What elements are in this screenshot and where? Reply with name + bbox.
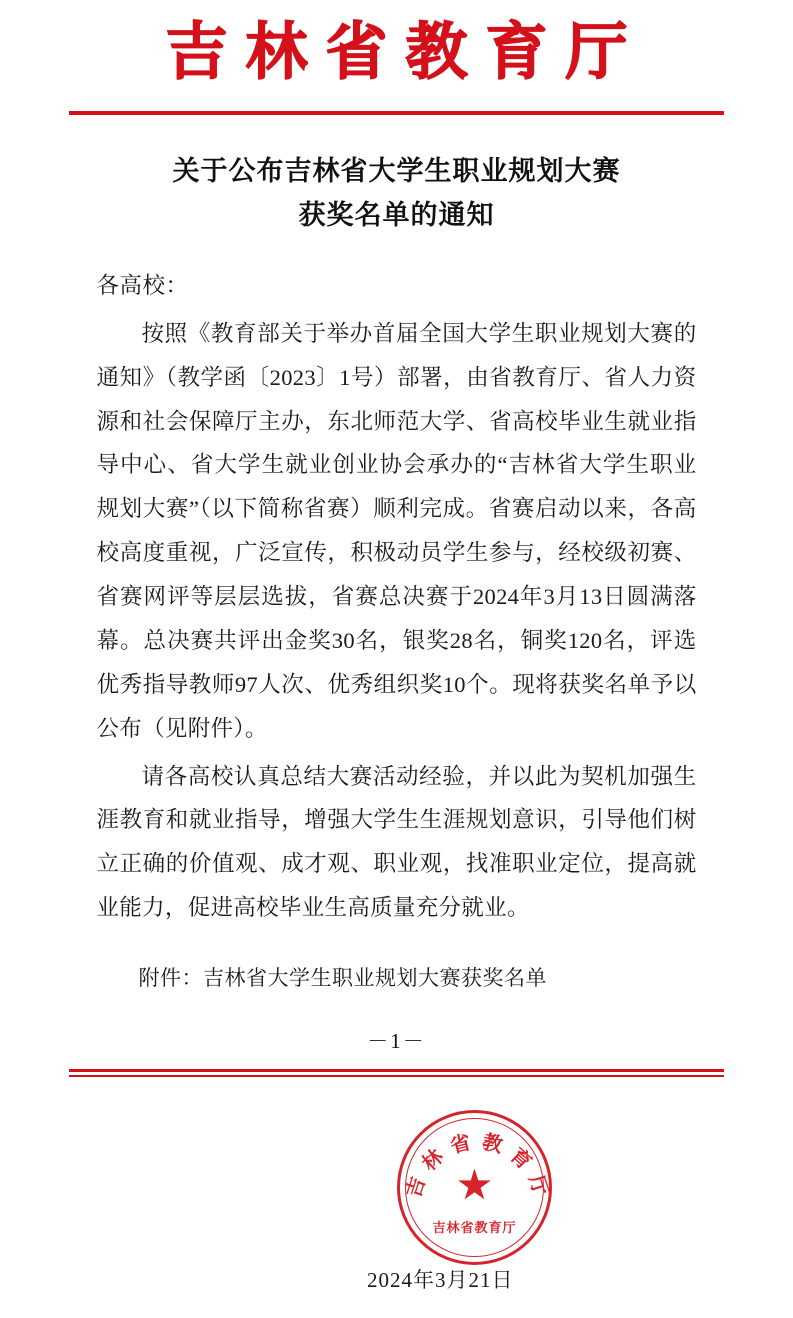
page-title — [0, 149, 793, 238]
official-seal-icon — [397, 1110, 552, 1265]
body-paragraph-1: 按照《教育部关于举办首届全国大学生职业规划大赛的通知》（教学函〔2023〕1号）部署，由省教育厅、省人力资源和社会保障厅主办，东北师范大学、省高校毕业生就业指导中心、省大学生就业创业协会承办的“吉林省大学生职业规划大赛”（以下简称省赛）顺利完成。省赛启动以来，各高校高度重视，广泛宣传，积极动员学生参与，经校级初赛、省赛网评等层层选拔，省赛总决赛于2024年3月13日圆满落幕。总决赛共评出金奖30名，银奖28名，铜奖120名，评选优秀指导教师97人次、优秀组织奖10个。现将获奖名单予以公布（见附件）。 — [96, 320, 697, 741]
document-body — [97, 264, 697, 999]
seal-bottom-label: 吉林省教育厅 — [432, 1220, 517, 1235]
page-title-line-1: 关于公布吉林省大学生职业规划大赛 — [172, 155, 621, 186]
svg-text:吉 林 省 教 育 厅 — [401, 1129, 553, 1200]
page-title-line-2: 获奖名单的通知 — [298, 200, 495, 231]
footer-divider-thin — [69, 1075, 724, 1077]
letterhead-divider — [69, 111, 724, 115]
body-paragraph-2: 请各高校认真总结大赛活动经验，并以此为契机加强生涯教育和就业指导，增强大学生生涯规划意识，引导他们树立正确的价值观、成才观、职业观，找准职业定位，提高就业能力，促进高校毕业生高质量充分就业。 — [96, 763, 697, 921]
salutation: 各高校： — [96, 272, 189, 298]
footer-divider — [69, 1069, 724, 1077]
letterhead — [0, 0, 793, 115]
seal-area — [367, 1110, 697, 1300]
seal-arc-label: 吉 林 省 教 育 厅 — [402, 1131, 553, 1201]
attachment-note: 附件：吉林省大学生职业规划大赛获奖名单 — [138, 966, 547, 991]
seal-date: 2024年3月21日 — [367, 1268, 514, 1292]
page-number: －1－ — [367, 1028, 426, 1053]
letterhead-organization: 吉林省教育厅 — [165, 19, 646, 87]
seal-arc-text — [400, 1113, 555, 1268]
